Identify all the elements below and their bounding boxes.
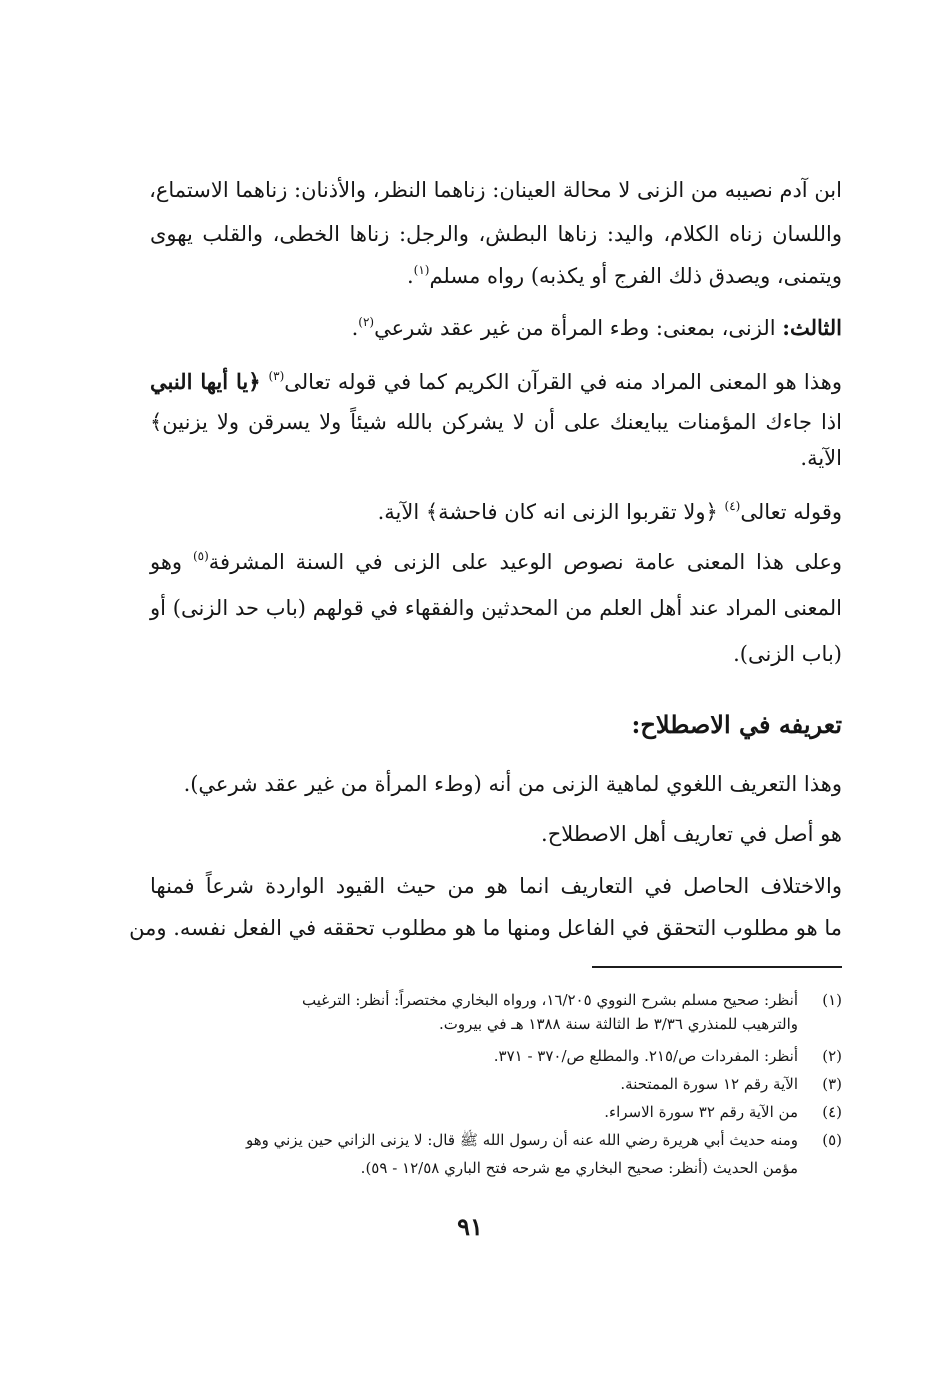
- body-line: [150, 216, 842, 252]
- body-line: [150, 816, 842, 852]
- text-run: المعنى المراد عند أهل العلم من المحدثين والفقهاء في قولهم (باب حد الزنى) أو: [150, 596, 842, 620]
- text-run: الزنى، بمعنى: وطء المرأة من غير عقد شرعي: [374, 316, 783, 340]
- page-number: ٩١: [457, 1212, 483, 1241]
- text-run: (باب الزنى).: [733, 642, 842, 666]
- body-line: [150, 364, 842, 400]
- footnote-text: ومنه حديث أبي هريرة رضي الله عنه أن رسول الله ﷺ قال: لا يزنى الزاني حين يزني وهو: [245, 1131, 798, 1149]
- text-run: والاختلاف الحاصل في التعاريف انما هو من حيث القيود الواردة شرعاً فمنها: [150, 874, 842, 898]
- footnote-ref: (٥): [192, 549, 209, 563]
- body-line: [150, 590, 842, 626]
- text-run: وعلى هذا المعنى عامة نصوص الوعيد على الزنى في السنة المشرفة: [208, 550, 842, 574]
- quran-quote: اذا جاءك المؤمنات يبايعنك على أن لا يشركن بالله شيئاً ولا يسرقن ولا يزنين﴾: [150, 410, 842, 434]
- quran-quote: ﴿ولا تقربوا الزنى انه كان فاحشة﴾ الآية.: [377, 500, 725, 524]
- footnote-number: (٢): [822, 1047, 842, 1065]
- footnote-ref: (٢): [358, 315, 375, 329]
- footnote-text: أنظر: المفردات ص/٢١٥. والمطلع ص/٣٧٠ - ٣٧١.: [493, 1047, 798, 1065]
- footnote-number: (٣): [822, 1075, 842, 1093]
- body-line: [150, 868, 842, 904]
- text-run: .: [351, 316, 359, 340]
- footnote-text: أنظر: صحيح مسلم بشرح النووي ١٦/٢٠٥، ورواه البخاري مختصراً: أنظر: الترغيب: [302, 991, 798, 1009]
- text-run: وهذا هو المعنى المراد منه في القرآن الكريم كما في قوله تعالى: [284, 370, 842, 394]
- paragraph-label: الثالث:: [782, 315, 842, 340]
- footnote: [150, 988, 842, 1012]
- text-run: وهذا التعريف اللغوي لماهية الزنى من أنه (وطء المرأة من غير عقد شرعي).: [183, 772, 842, 796]
- body-line: [150, 258, 842, 294]
- footnote: [150, 1128, 842, 1152]
- footnote-number: (٥): [822, 1131, 842, 1149]
- text-run: الآية.: [800, 446, 842, 470]
- footnote-separator: [592, 966, 842, 968]
- body-line: [150, 404, 842, 440]
- footnote: [150, 1072, 842, 1096]
- footnote-text: الآية رقم ١٢ سورة الممتحنة.: [620, 1075, 798, 1093]
- footnote-text: من الآية رقم ٣٢ سورة الاسراء.: [604, 1103, 798, 1121]
- text-run: وهو: [150, 550, 193, 574]
- body-line: [150, 440, 842, 476]
- footnote-ref: (٤): [724, 499, 741, 513]
- footnote-ref: (١): [413, 263, 430, 277]
- text-run: .: [406, 264, 414, 288]
- quran-quote: ﴿يا أيها النبي: [150, 369, 269, 394]
- body-line: [129, 910, 842, 946]
- text-run: واللسان زناه الكلام، واليد: زناها البطش، والرجل: زناها الخطى، والقلب يهوى: [150, 222, 842, 246]
- footnote: [150, 1044, 842, 1068]
- text-run: ويتمنى، ويصدق ذلك الفرج أو يكذبه) رواه مسلم: [429, 264, 842, 288]
- section-heading: تعريفه في الاصطلاح:: [631, 710, 842, 739]
- footnote-continuation: والترهيب للمنذري ٣/٣٦ ط الثالثة سنة ١٣٨٨ هـ في بيروت.: [438, 1015, 798, 1033]
- body-line: [150, 172, 842, 208]
- body-line: [150, 310, 842, 346]
- body-line: [150, 494, 842, 530]
- body-line: [150, 544, 842, 580]
- body-line: [150, 766, 842, 802]
- text-run: وقوله تعالى: [740, 500, 842, 524]
- body-line: [150, 636, 842, 672]
- text-run: ما هو مطلوب التحقق في الفاعل ومنها ما هو مطلوب تحققه في الفعل نفسه. ومن: [129, 916, 842, 940]
- footnote-ref: (٣): [268, 369, 285, 383]
- text-run: ابن آدم نصيبه من الزنى لا محالة العينان: زناهما النظر، والأذنان: زناهما الاستماع،: [149, 178, 842, 202]
- footnote-number: (١): [822, 991, 842, 1009]
- footnote-continuation: مؤمن الحديث (أنظر: صحيح البخاري مع شرحه فتح الباري ١٢/٥٨ - ٥٩).: [360, 1159, 798, 1177]
- footnote: [150, 1100, 842, 1124]
- footnote-number: (٤): [822, 1103, 842, 1121]
- text-run: هو أصل في تعاريف أهل الاصطلاح.: [541, 822, 842, 846]
